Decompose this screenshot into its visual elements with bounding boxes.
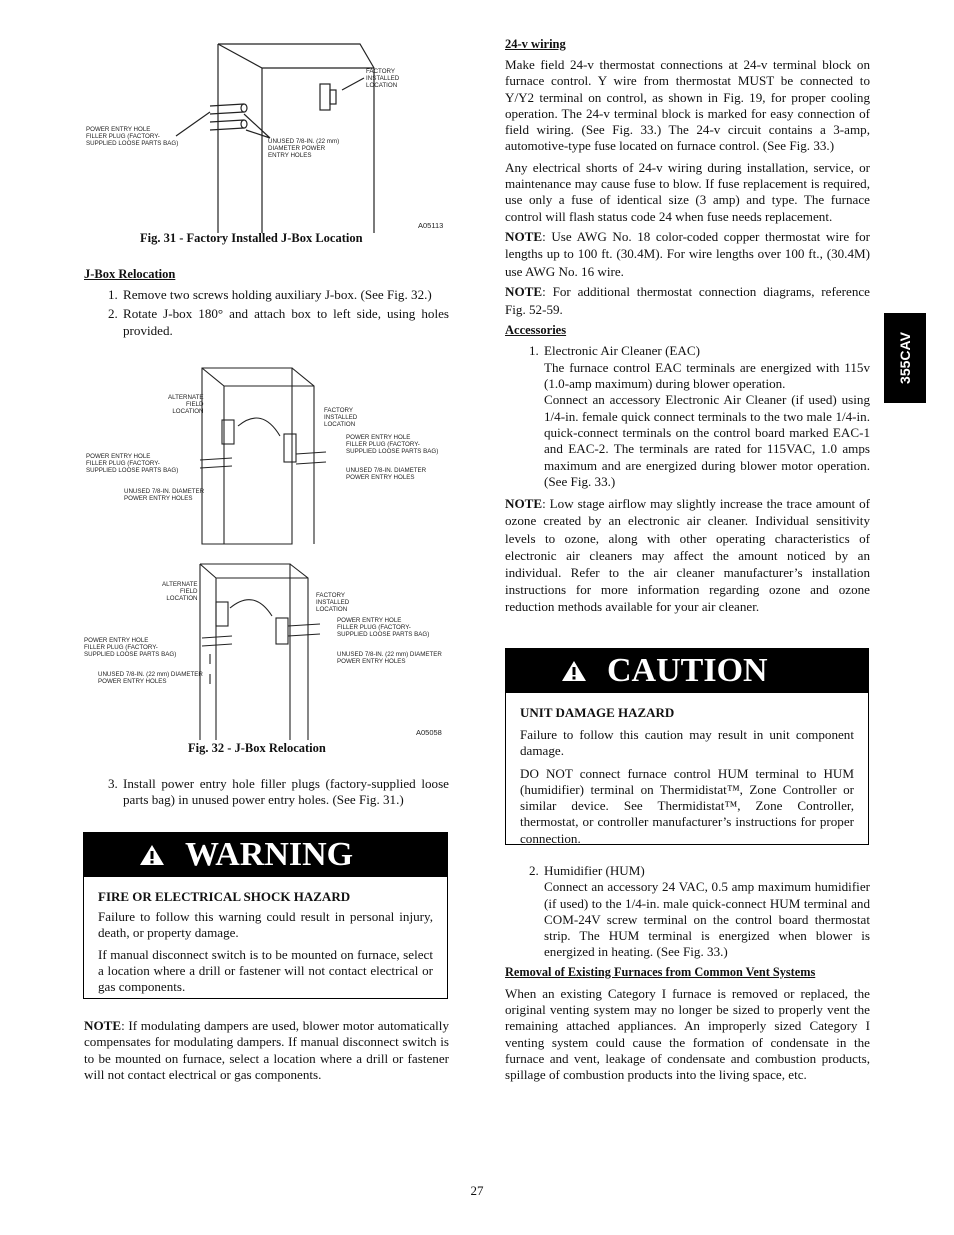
warning-box xyxy=(83,832,448,999)
removal-heading: Removal of Existing Furnaces from Common Vent Systems xyxy=(505,964,816,979)
warning-paragraph-1: Failure to follow this warning could result in personal injury, death, or property damage. xyxy=(98,909,433,941)
jbox-relocation-heading: J-Box Relocation xyxy=(84,267,176,281)
fig32-code: A05058 xyxy=(416,728,442,737)
fig32-top-label-unused-left: UNUSED 7/8-IN. DIAMETER POWER ENTRY HOLES xyxy=(124,488,205,502)
fig32-illustration xyxy=(82,364,454,740)
fig32-top-label-alternate: ALTERNATE FIELD LOCATION xyxy=(168,394,204,415)
fig32-bottom-label-factory: FACTORY INSTALLED LOCATION xyxy=(316,592,350,613)
warning-title: WARNING xyxy=(185,836,354,873)
caution-banner xyxy=(506,649,868,693)
fig32-bottom-label-power-entry-right: POWER ENTRY HOLE FILLER PLUG (FACTORY- SUPPLIED LOOSE PARTS BAG) xyxy=(337,617,430,638)
jbox-step-3: 3. Install power entry hole filler plugs (factory-supplied loose parts bag) in unused power entry holes. (See Fig. 31.) xyxy=(108,776,449,808)
jbox-step-2: 2. Rotate J-box 180° and attach box to left side, using holes provided. xyxy=(108,306,449,338)
warning-paragraph-2: If manual disconnect switch is to be mounted on furnace, select a location where a drill or fastener will not contact electrical or gas components. xyxy=(98,946,433,995)
fig31-code: A05113 xyxy=(418,221,444,230)
removal-paragraph: When an existing Category I furnace is removed or replaced, the original venting system may no longer be sized to properly vent the remaining attached appliances. An improperly sized Category I venting system could cause the formation of condensate in the furnace and vent, leakage of condensate and combustion products, spillage of combustion products into the living space, etc. xyxy=(505,985,870,1083)
right-column xyxy=(505,37,870,616)
caution-paragraph-2: DO NOT connect furnace control HUM terminal to HUM (humidifier) terminal on Thermidistat™, Zone Controller or similar device. See Thermidistat™, Zone Controller, thermostat, or controller manufacturer’s instructions for proper connection. xyxy=(520,765,854,846)
hum-title: Humidifier (HUM) xyxy=(544,863,645,878)
wiring-paragraph-2: Any electrical shorts of 24-v wiring during installation, service, or maintenance may cause fuse to blow. If fuse replacement is required, use only a fuse of identical size (3 amp) and type. The furnace control will flash status code 24 when fuse needs replacement. xyxy=(505,159,870,224)
page-number: 27 xyxy=(470,1183,484,1198)
fig32-caption: Fig. 32 - J-Box Relocation xyxy=(188,741,326,755)
fig32-top-label-factory: FACTORY INSTALLED LOCATION xyxy=(324,407,358,428)
caution-paragraph-1: Failure to follow this caution may result in unit component damage. xyxy=(520,727,854,759)
fig32-top-label-unused-right: UNUSED 7/8-IN. DIAMETER POWER ENTRY HOLES xyxy=(346,467,427,481)
wiring-paragraph-1: Make field 24-v thermostat connections at 24-v terminal block on furnace control. Y wire from thermostat MUST be connected to Y/Y2 terminal on control, as shown in Fig. 19, for proper cooling operation. The 24-v terminal block is marked for easy connection of field wiring. (See Fig. 33.) The 24-v circuit contains a 3-amp, automotive-type fuse located on furnace control. (See Fig. 33.) xyxy=(505,57,870,154)
eac-paragraph-2: Connect an accessory Electronic Air Cleaner (if used) using 1/4-in. female quick connect terminals to the two male 1/4-in. quick-connect terminals on the control board marked EAC-1 and EAC-2. The terminals are rated for 115VAC, 1.0 amps maximum and are energized during blower motor operation. (See Fig. 33.) xyxy=(544,392,870,489)
eac-item: 1. Electronic Air Cleaner (EAC) The furnace control EAC terminals are energized with 115v (1.0-amp maximum) during blower operation. Connect an accessory Electronic Air Cleaner (if used) using 1/4-in. female quick connect terminals to the two male 1/4-in. quick-connect terminals on the control board marked EAC-1 and EAC-2. The terminals are rated for 115VAC, 1.0 amps maximum and are energized during blower motor operation. (See Fig. 33.) xyxy=(529,343,870,489)
fig31-label-unused: UNUSED 7/8-IN. (22 mm) DIAMETER POWER ENTRY HOLES xyxy=(268,138,340,159)
note-awg-wire: NOTE: Use AWG No. 18 color-coded copper thermostat wire for lengths up to 100 ft. (30.4M). For wire lengths over 100 ft., (30.4M) use AWG No. 16 wire. xyxy=(505,228,870,279)
caution-hazard: UNIT DAMAGE HAZARD xyxy=(520,705,675,720)
fig32-bottom-label-unused-left: UNUSED 7/8-IN. (22 mm) DIAMETER POWER ENTRY HOLES xyxy=(98,671,203,685)
fig31-label-factory: FACTORY INSTALLED LOCATION xyxy=(366,68,400,89)
accessories-heading: Accessories xyxy=(505,323,567,338)
warning-triangle-icon xyxy=(139,844,165,866)
fig31-caption: Fig. 31 - Factory Installed J-Box Location xyxy=(140,231,363,245)
warning-banner xyxy=(84,833,447,877)
fig32-bottom-label-unused-right: UNUSED 7/8-IN. (22 mm) DIAMETER POWER ENTRY HOLES xyxy=(337,651,442,665)
jbox-steps-list xyxy=(108,287,449,339)
caution-title: CAUTION xyxy=(607,652,768,689)
note-modulating-dampers: NOTE: If modulating dampers are used, blower motor automatically compensates for modulating dampers. If manual disconnect switch is to be mounted on furnace, select a location where a drill or fastener will not contact electrical or gas components. xyxy=(84,1018,449,1082)
fig32-top-label-power-entry-right: POWER ENTRY HOLE FILLER PLUG (FACTORY- SUPPLIED LOOSE PARTS BAG) xyxy=(346,434,439,455)
eac-paragraph-1: The furnace control EAC terminals are energized with 115v (1.0-amp maximum) during blower operation. xyxy=(544,359,870,392)
hum-paragraph: Connect an accessory 24 VAC, 0.5 amp maximum humidifier (if used) to the 1/4-in. male quick-connect HUM terminal and COM-24V screw terminal on the control board thermostat strip. The HUM terminal is energized when blower is energized in heating. (See Fig. 33.) xyxy=(544,879,870,960)
right-column-lower xyxy=(505,863,870,1084)
hum-item: 2. Humidifier (HUM) Connect an accessory 24 VAC, 0.5 amp maximum humidifier (if used) to the 1/4-in. male quick-connect HUM terminal and COM-24V screw terminal on the control board thermostat strip. The HUM terminal is energized when blower is energized in heating. (See Fig. 33.) xyxy=(529,863,870,960)
eac-title: Electronic Air Cleaner (EAC) xyxy=(544,343,700,359)
note-connection-diagrams: NOTE: For additional thermostat connection diagrams, reference Fig. 52-59. xyxy=(505,284,870,317)
fig31-illustration xyxy=(84,38,454,233)
caution-triangle-icon xyxy=(561,660,587,682)
caution-box xyxy=(505,648,869,845)
fig32-bottom-label-power-entry-left: POWER ENTRY HOLE FILLER PLUG (FACTORY- SUPPLIED LOOSE PARTS BAG) xyxy=(84,637,177,658)
side-tab-model: 355CAV xyxy=(884,313,926,403)
fig31-label-power-entry: POWER ENTRY HOLE FILLER PLUG (FACTORY- SUPPLIED LOOSE PARTS BAG) xyxy=(86,126,179,147)
note-ozone: NOTE: Low stage airflow may slightly increase the trace amount of ozone created by an electronic air cleaner. Individual sensitivity levels to ozone, along with other operating characteristics of electronic air cleaners may affect the amount noticed by an individual. Refer to the air cleaner manufacturer’s installation instructions for more information regarding ozone and ozone reduction methods available for your air cleaner. xyxy=(505,496,870,615)
fig32-bottom-label-alternate: ALTERNATE FIELD LOCATION xyxy=(162,581,198,602)
jbox-step-1: 1. Remove two screws holding auxiliary J-box. (See Fig. 32.) xyxy=(108,287,432,302)
fig32-top-label-power-entry-left: POWER ENTRY HOLE FILLER PLUG (FACTORY- SUPPLIED LOOSE PARTS BAG) xyxy=(86,453,179,474)
wiring-heading: 24-v wiring xyxy=(505,37,566,51)
warning-hazard: FIRE OR ELECTRICAL SHOCK HAZARD xyxy=(98,889,351,904)
